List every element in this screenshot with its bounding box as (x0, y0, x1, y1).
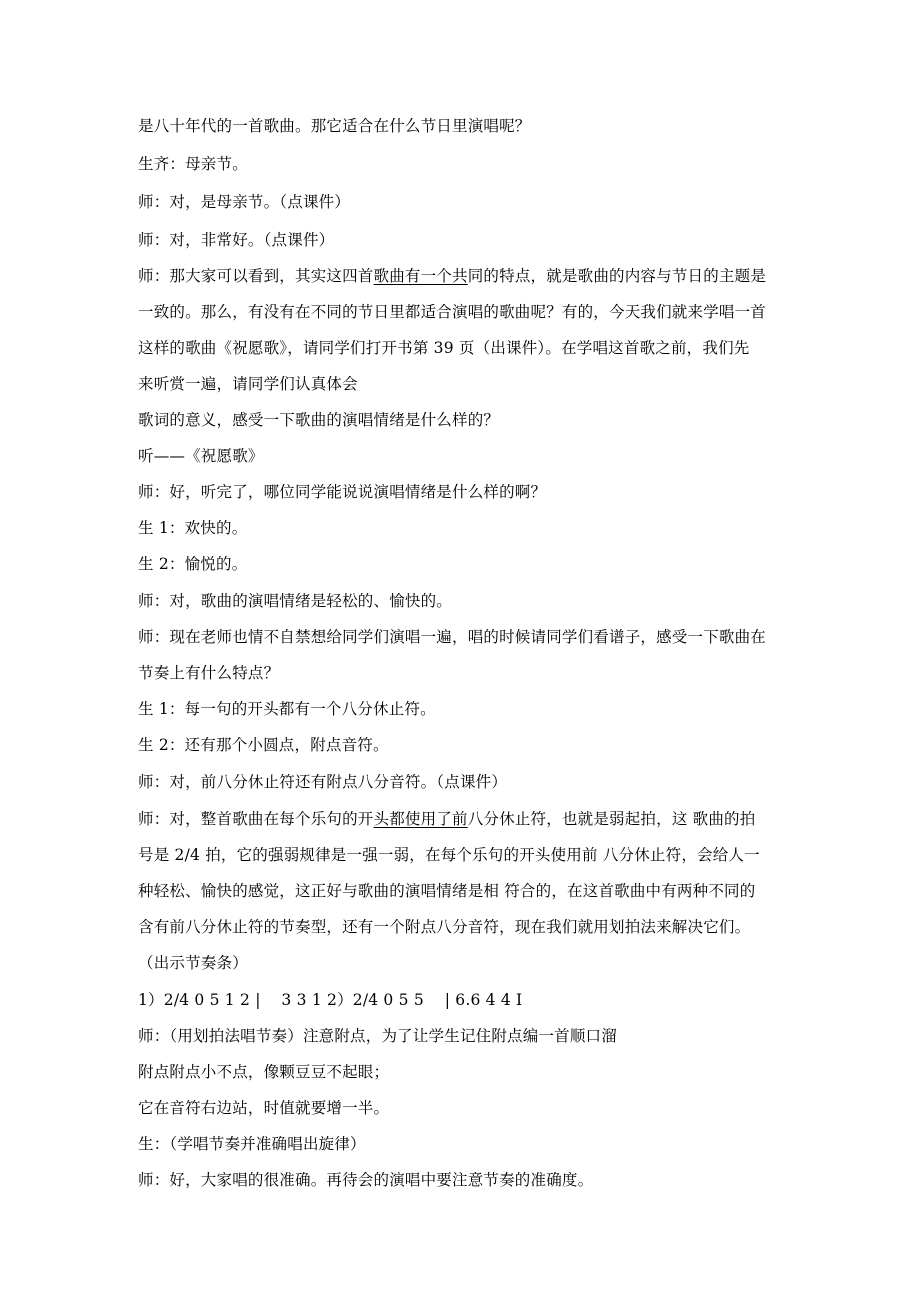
text-segment: 八分休止符，也就是弱起拍，这 歌曲的拍 (467, 810, 756, 828)
text-line: 含有前八分休止符的节奏型，还有一个附点八分音符，现在我们就用划拍法来解决它们。 (138, 918, 751, 936)
underlined-text: 歌曲有一个共 (373, 267, 468, 285)
text-line: 附点附点小不点，像颗豆豆不起眼； (138, 1063, 390, 1081)
text-line: （出示节奏条） (138, 954, 248, 972)
text-line: 生齐：母亲节。 (138, 155, 248, 173)
text-line: 生 2：还有那个小圆点，附点音符。 (138, 736, 389, 754)
text-line: 师：好，听完了，哪位同学能说说演唱情绪是什么样的啊？ (138, 483, 547, 501)
text-line: 师：对，前八分休止符还有附点八分音符。（点课件） (138, 773, 508, 791)
text-line: 师：（用划拍法唱节奏）注意附点，为了让学生记住附点编一首顺口溜 (138, 1027, 617, 1045)
text-line: 种轻松、愉快的感觉，这正好与歌曲的演唱情绪是相 符合的，在这首歌曲中有两种不同的 (138, 882, 756, 900)
text-segment: 同的特点，就是歌曲的内容与节日的主题是 (467, 267, 767, 285)
text-line: 生 2：愉悦的。 (138, 555, 248, 573)
text-line: 歌词的意义，感受一下歌曲的演唱情绪是什么样的？ (138, 411, 500, 429)
text-line: 一致的。那么，有没有在不同的节日里都适合演唱的歌曲呢？有的，今天我们就来学唱一首 (138, 303, 767, 321)
text-line-with-underline (138, 809, 786, 829)
text-line: 师：现在老师也情不自禁想给同学们演唱一遍，唱的时候请同学们看谱子，感受一下歌曲在 (138, 628, 767, 646)
text-line: 师：对，是母亲节。（点课件） (138, 193, 351, 211)
text-line: 节奏上有什么特点？ (138, 664, 280, 682)
text-line: 生：（学唱节奏并准确唱出旋律） (138, 1135, 366, 1153)
text-line: 师：对，非常好。（点课件） (138, 231, 335, 249)
text-segment: 师：对，整首歌曲在每个乐句的开 (138, 810, 374, 828)
text-line: 号是 2/4 拍，它的强弱规律是一强一弱，在每个乐句的开头使用前 八分休止符，会给人一 (138, 846, 760, 864)
text-line: 生 1：每一句的开头都有一个八分休止符。 (138, 700, 436, 718)
text-line: 师：对，歌曲的演唱情绪是轻松的、愉快的。 (138, 592, 453, 610)
text-line: 这样的歌曲《祝愿歌》，请同学们打开书第 39 页（出课件）。在学唱这首歌之前，我们先 (138, 339, 750, 357)
text-line: 来听赏一遍，请同学们认真体会 (138, 375, 358, 393)
text-line: 听——《祝愿歌》 (138, 447, 264, 465)
text-line: 是八十年代的一首歌曲。那它适合在什么节日里演唱呢？ (138, 117, 531, 135)
text-line-with-underline (138, 266, 786, 286)
text-segment: 师：那大家可以看到，其实这四首 (138, 267, 374, 285)
text-line: 师：好，大家唱的很准确。再待会的演唱中要注意节奏的准确度。 (138, 1171, 594, 1189)
text-line: 生 1：欢快的。 (138, 519, 248, 537)
rhythm-notation: 1）2/4 0 5 1 2 | 3 3 1 2）2/4 0 5 5 | 6.6 4 4 I (138, 991, 523, 1009)
text-line: 它在音符右边站，时值就要增一半。 (138, 1099, 390, 1117)
underlined-text: 头都使用了前 (373, 810, 468, 828)
